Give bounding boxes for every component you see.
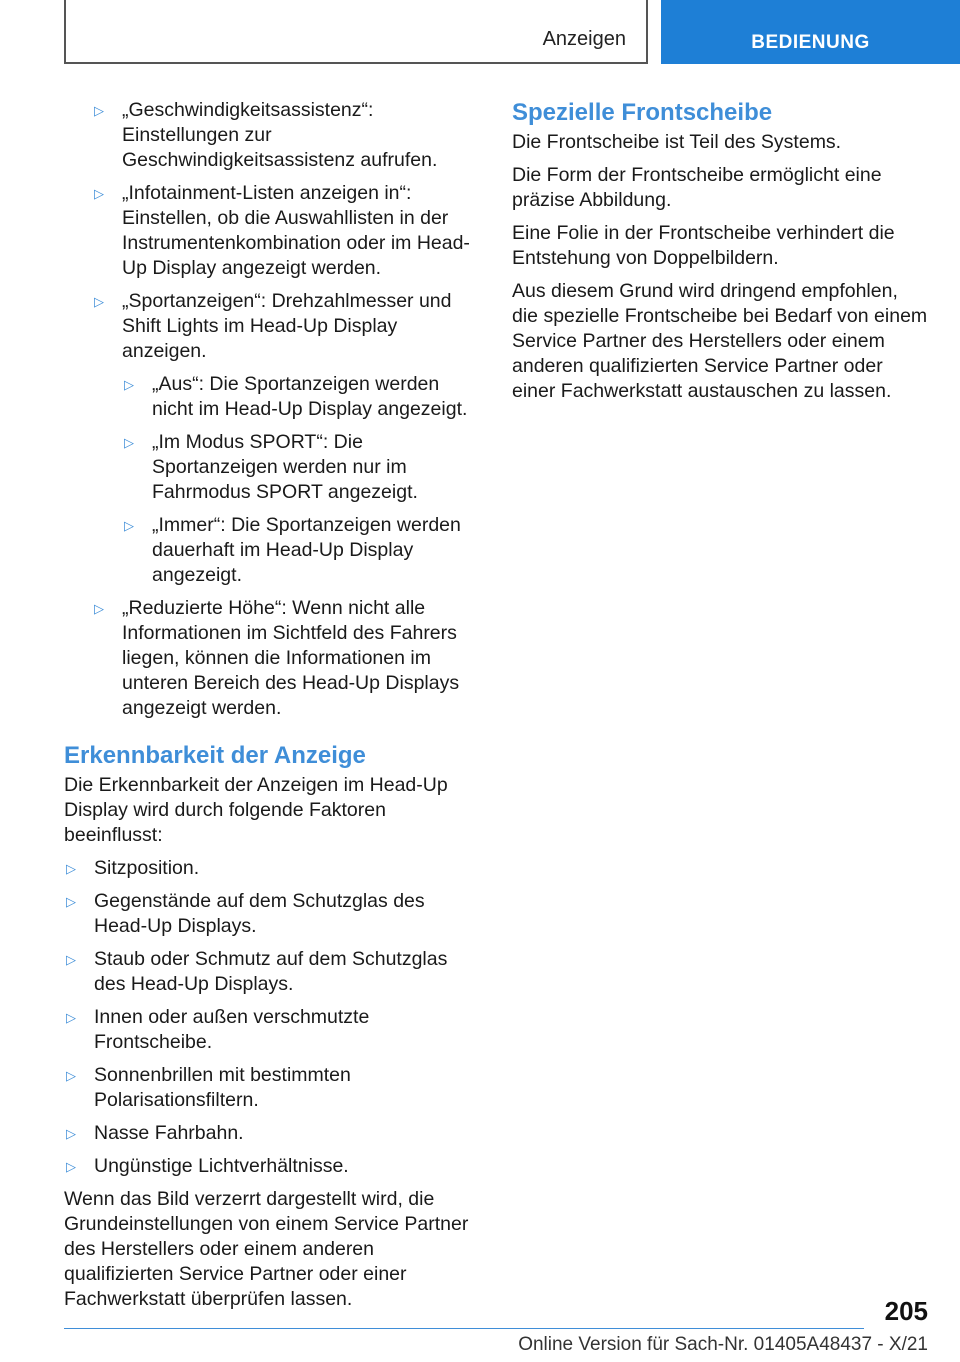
list-item xyxy=(122,372,480,422)
list-item xyxy=(64,289,480,588)
list-item xyxy=(64,947,480,997)
list-item xyxy=(64,98,480,173)
header-section-title: Anzeigen xyxy=(542,28,626,50)
triangle-right-icon: ▷ xyxy=(66,894,76,909)
list-item-text: Ungünstige Lichtverhältnisse. xyxy=(94,1155,349,1177)
body-paragraph: Eine Folie in der Frontscheibe verhindert die Entstehung von Doppelbildern. xyxy=(512,222,895,269)
triangle-right-icon: ▷ xyxy=(124,518,134,533)
list-item-text: „Aus“: Die Sportanzeigen werden nicht im Head-Up Display angezeigt. xyxy=(152,373,468,420)
footer-divider xyxy=(64,1328,864,1329)
factor-list xyxy=(64,856,480,1179)
triangle-right-icon: ▷ xyxy=(94,103,104,118)
triangle-right-icon: ▷ xyxy=(66,1126,76,1141)
section-heading: Spezielle Frontscheibe xyxy=(512,99,773,126)
triangle-right-icon: ▷ xyxy=(124,435,134,450)
list-item-text: Gegenstände auf dem Schutzglas des Head-Up Displays. xyxy=(94,890,425,937)
closing-paragraph: Wenn das Bild verzerrt dargestellt wird, die Grundeinstellungen von einem Service Partner des Herstellers oder einem anderen qualifizierten Service Partner oder einer Fachwerkstatt überprüfen lassen. xyxy=(64,1188,469,1310)
body-paragraph: Aus diesem Grund wird dringend empfohlen, die spezielle Frontscheibe bei Bedarf von einem Service Partner des Herstellers oder einem anderen qualifizierten Service Partner oder einer Fachwerkstatt austauschen zu lassen. xyxy=(512,280,928,402)
list-item-text: Staub oder Schmutz auf dem Schutzglas des Head-Up Displays. xyxy=(94,948,448,995)
triangle-right-icon: ▷ xyxy=(66,1159,76,1174)
list-item-text: „Infotainment-Listen anzeigen in“: Einstellen, ob die Auswahllisten in der Instrumentenkombination oder im Head-Up Display angezeigt werden. xyxy=(122,182,470,279)
list-item xyxy=(64,856,480,881)
list-item-text: „Immer“: Die Sportanzeigen werden dauerhaft im Head-Up Display angezeigt. xyxy=(152,514,461,586)
footer-version-text: Online Version für Sach-Nr. 01405A48437 - X/21 xyxy=(518,1334,928,1355)
section-heading: Erkennbarkeit der Anzeige xyxy=(64,742,366,769)
list-item xyxy=(64,889,480,939)
header-section-box xyxy=(64,0,648,64)
triangle-right-icon: ▷ xyxy=(66,1010,76,1025)
list-item xyxy=(64,1121,480,1146)
intro-paragraph: Die Erkennbarkeit der Anzeigen im Head-Up Display wird durch folgende Faktoren beeinflusst: xyxy=(64,774,448,846)
triangle-right-icon: ▷ xyxy=(124,377,134,392)
list-item xyxy=(64,181,480,281)
list-item-text: Sitzposition. xyxy=(94,857,200,879)
list-item-text: Innen oder außen verschmutzte Frontscheibe. xyxy=(94,1006,370,1053)
list-item xyxy=(64,1154,480,1179)
list-item-text: „Im Modus SPORT“: Die Sportanzeigen werden nur im Fahrmodus SPORT angezeigt. xyxy=(152,431,418,503)
body-paragraph: Die Form der Frontscheibe ermöglicht eine präzise Abbildung. xyxy=(512,164,882,211)
header-chapter-tab: BEDIENUNG xyxy=(661,0,960,64)
list-item xyxy=(122,513,480,588)
list-item xyxy=(64,1063,480,1113)
settings-option-list xyxy=(64,98,480,721)
list-item xyxy=(64,1005,480,1055)
list-item xyxy=(64,596,480,721)
list-item-text: Sonnenbrillen mit bestimmten Polarisationsfiltern. xyxy=(94,1064,351,1111)
sport-option-list xyxy=(122,372,480,588)
triangle-right-icon: ▷ xyxy=(66,861,76,876)
list-item-text: Nasse Fahrbahn. xyxy=(94,1122,244,1144)
list-item-text: „Geschwindigkeitsassistenz“: Einstellungen zur Geschwindigkeitsassistenz aufrufen. xyxy=(122,99,438,171)
triangle-right-icon: ▷ xyxy=(94,601,104,616)
list-item-text: „Sportanzeigen“: Drehzahlmesser und Shift Lights im Head-Up Display anzeigen. xyxy=(122,290,452,362)
list-item-text: „Reduzierte Höhe“: Wenn nicht alle Informationen im Sichtfeld des Fahrers liegen, können die Informationen im unteren Bereich des Head-Up Displays angezeigt werden. xyxy=(122,597,460,719)
triangle-right-icon: ▷ xyxy=(94,186,104,201)
right-column xyxy=(512,98,928,412)
page-number: 205 xyxy=(884,1296,928,1326)
body-paragraph: Die Frontscheibe ist Teil des Systems. xyxy=(512,131,842,153)
triangle-right-icon: ▷ xyxy=(66,1068,76,1083)
left-column xyxy=(64,98,480,1320)
list-item xyxy=(122,430,480,505)
triangle-right-icon: ▷ xyxy=(66,952,76,967)
triangle-right-icon: ▷ xyxy=(94,294,104,309)
